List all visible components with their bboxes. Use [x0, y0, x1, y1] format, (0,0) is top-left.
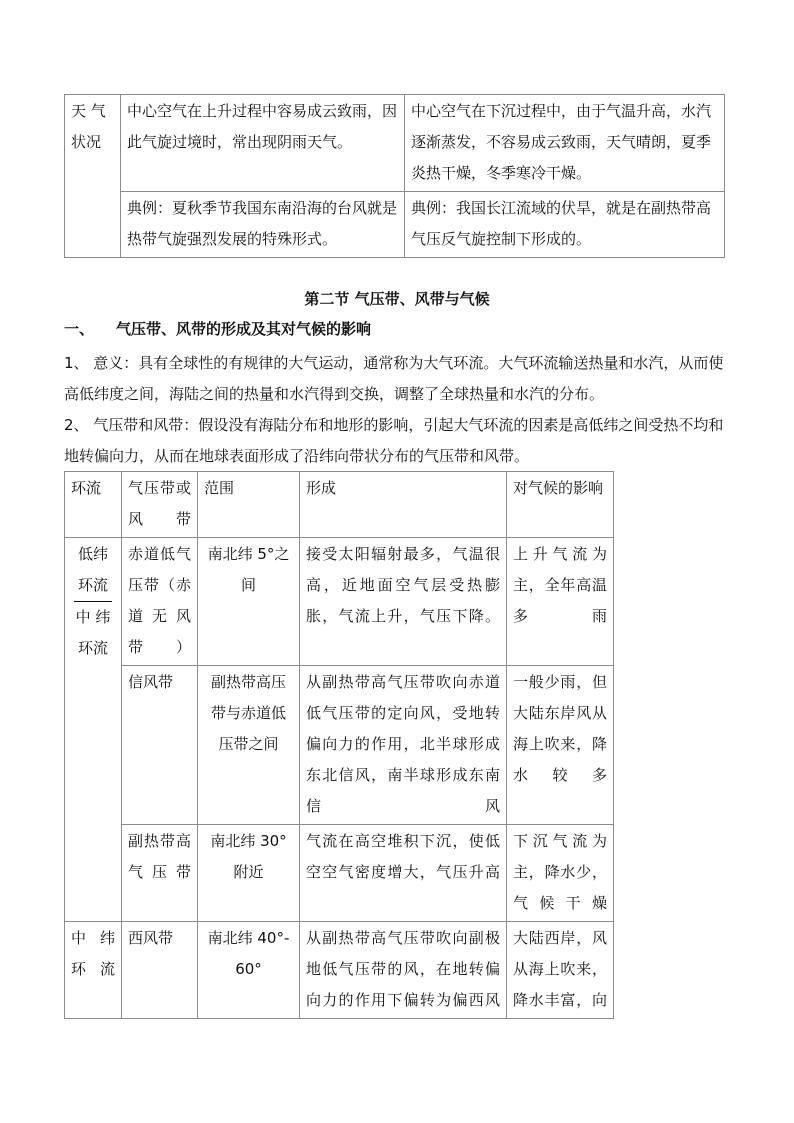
anticyclone-example-text: 典例：我国长江流域的伏旱，就是在副热带高气压反气旋控制下形成的。 — [411, 199, 712, 248]
belt-formation: 从副热带高气压带吹向副极地低气压带的风，在地转偏向力的作用下偏转为偏西风 — [300, 922, 507, 1019]
paragraph-significance: 1、 意义：具有全球性的有规律的大气运动，通常称为大气环流。大气环流输送热量和水汽，从而使高低纬度之间，海陆之间的热量和水汽得到交换，调整了全球热量和水汽的分布。 — [64, 354, 724, 403]
header-climate: 对气候的影响 — [507, 472, 614, 538]
table-header-row — [65, 472, 614, 538]
table-row — [65, 922, 614, 1019]
header-range: 范围 — [198, 472, 300, 538]
belt-range: 南北纬 5°之间 — [198, 538, 300, 666]
table-row — [65, 538, 614, 666]
belt-climate: 一般少雨，但大陆东岸风从海上吹来，降水较多 — [507, 666, 614, 825]
cyclone-weather-cell — [121, 95, 405, 192]
paragraph-pressure-wind-belts: 2、 气压带和风带：假设没有海陆分布和地形的影响，引起大气环流的因素是高低纬之间受热不均和地转偏向力，从而在地球表面形成了沿纬向带状分布的气压带和风带。 — [64, 416, 724, 465]
divider-line — [74, 601, 112, 602]
header-formation: 形成 — [300, 472, 507, 538]
belt-climate: 下沉气流为主，降水少，气候干燥 — [507, 825, 614, 922]
cyclone-weather-text: 中心空气在上升过程中容易成云致雨，因此气旋过境时，常出现阴雨天气。 — [127, 102, 398, 151]
anticyclone-weather-cell — [405, 95, 725, 192]
belt-name: 西风带 — [122, 922, 198, 1019]
heading-1 — [64, 317, 371, 341]
circulation-name: 中 纬 环流 — [65, 922, 122, 1019]
belt-formation: 接受太阳辐射最多，气温很高，近地面空气层受热膨胀，气流上升，气压下降。 — [300, 538, 507, 666]
header-belt: 气压带或风带 — [122, 472, 198, 538]
table-row — [65, 192, 725, 258]
cyclone-example-text: 典例：夏秋季节我国东南沿海的台风就是热带气旋强烈发展的特殊形式。 — [127, 199, 398, 248]
table-row — [65, 825, 614, 922]
header-circulation: 环流 — [65, 472, 122, 538]
belt-formation: 从副热带高气压带吹向赤道低气压带的定向风，受地转偏向力的作用，北半球形成东北信风，南半球形成东南信风 — [300, 666, 507, 825]
table-row — [65, 666, 614, 825]
weather-comparison-table — [64, 94, 725, 258]
belt-climate: 大陆西岸，风从海上吹来，降水丰富，向 — [507, 922, 614, 1019]
belt-range: 南北纬 30°附近 — [198, 825, 300, 922]
belt-range: 南北纬 40°-60° — [198, 922, 300, 1019]
belt-name: 信风带 — [122, 666, 198, 825]
low-latitude-circulation-cell — [65, 538, 122, 922]
anticyclone-weather-text: 中心空气在下沉过程中，由于气温升高，水汽逐渐蒸发，不容易成云致雨，天气晴朗，夏季炎热干燥，冬季寒冷干燥。 — [411, 102, 712, 182]
pressure-wind-belt-table — [64, 471, 614, 1019]
section-title: 第二节 气压带、风带与气候 — [304, 290, 490, 308]
belt-name: 副热带高气压带 — [122, 825, 198, 922]
belt-formation: 气流在高空堆积下沉，使低空空气密度增大，气压升高 — [300, 825, 507, 922]
mid-latitude-label-top: 中 纬 环流 — [75, 608, 111, 657]
belt-range: 副热带高压带与赤道低压带之间 — [198, 666, 300, 825]
weather-label: 天 气 状况 — [71, 102, 106, 151]
anticyclone-example-cell — [405, 192, 725, 258]
cyclone-example-cell — [121, 192, 405, 258]
heading-text: 气压带、风带的形成及其对气候的影响 — [116, 320, 372, 338]
belt-name: 赤道低气压带（赤道无风带） — [122, 538, 198, 666]
belt-climate: 上升气流为主，全年高温多雨 — [507, 538, 614, 666]
weather-label-cell — [65, 95, 121, 258]
low-latitude-label: 低纬环流 — [77, 545, 108, 594]
table-row — [65, 95, 725, 192]
heading-number: 一、 — [64, 320, 95, 338]
